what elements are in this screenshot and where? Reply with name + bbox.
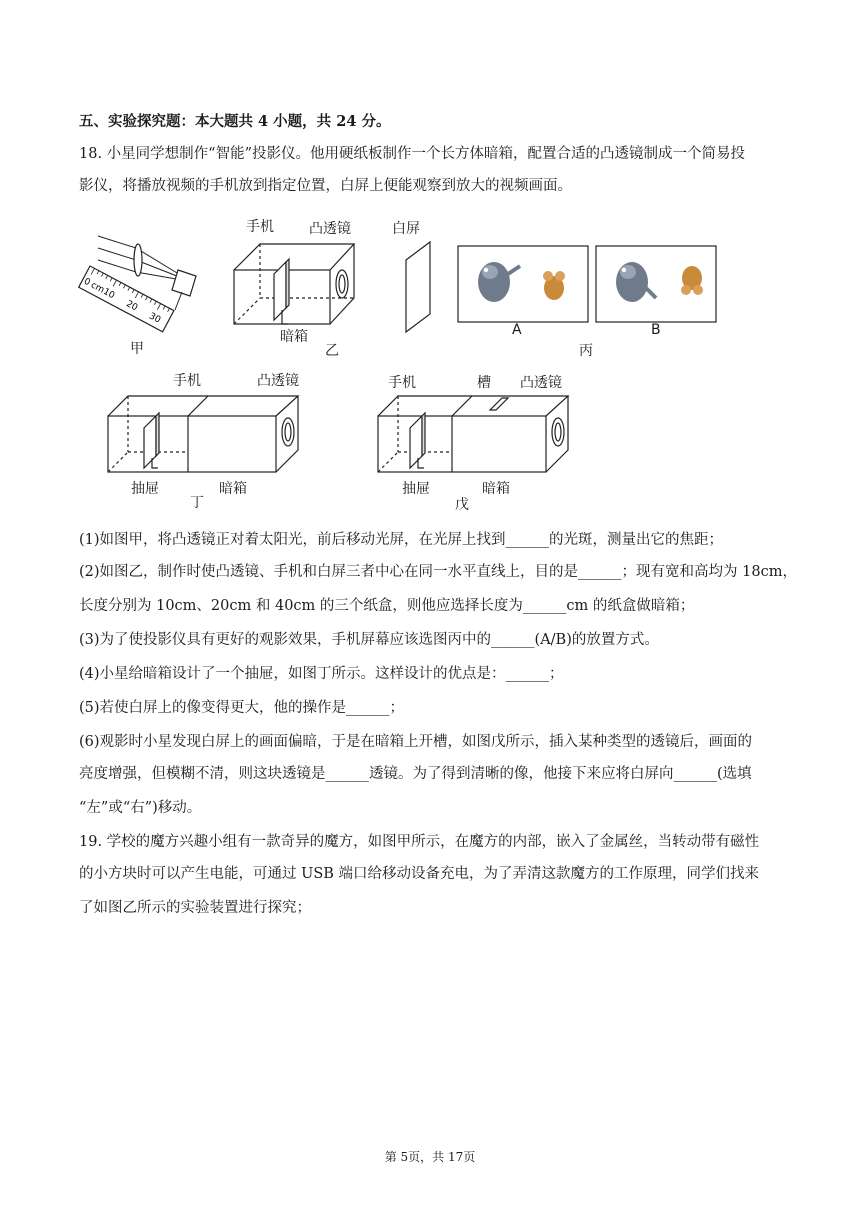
figure-yi-lens-label: 凸透镜 [309, 221, 351, 237]
page-footer: 第 5页，共 17页 [384, 1150, 476, 1164]
ruler-mark-20: 20 [124, 299, 140, 314]
q19-line-2: 的小方块时可以产生电能，可通过 USB 端口给移动设备充电，为了弄清这款魔方的工作原理，同学们找来 [79, 866, 760, 882]
convex-lens [134, 244, 142, 276]
white-screen [398, 240, 438, 336]
figure-jia-caption: 甲 [130, 341, 144, 357]
figure-bing-options [456, 244, 718, 326]
ruler-mark-30: 30 [147, 311, 163, 326]
option-a-label: A [512, 322, 522, 338]
q19-line-1: 19. 学校的魔方兴趣小组有一款奇异的魔方，如图甲所示，在魔方的内部，嵌入了金属丝，当转动带有磁性 [79, 834, 760, 850]
figure-ding-drawer-label: 抽屉 [131, 481, 159, 497]
figure-wu-drawer-label: 抽屉 [402, 481, 430, 497]
figure-yi-phone-label: 手机 [246, 219, 274, 235]
ruler-mark-10: 10 [101, 286, 117, 302]
figure-bing-caption: 丙 [579, 343, 593, 359]
q18-part-3: (3)为了使投影仪具有更好的观影效果，手机屏幕应该选图丙中的______(A/B)的放置方式。 [79, 632, 659, 648]
q18-part-2a: (2)如图乙，制作时使凸透镜、手机和白屏三者中心在同一水平直线上，目的是______；现有宽和高均为 18cm， [79, 564, 797, 580]
figure-ding-caption: 丁 [190, 495, 204, 511]
figure-yi-box [230, 232, 360, 332]
q18-part-6c: “左”或“右”)移动。 [79, 800, 202, 816]
figure-ding-lens-label: 凸透镜 [257, 373, 299, 389]
q18-part-6b: 亮度增强，但模糊不清，则这块透镜是______透镜。为了得到清晰的像，他接下来应将白屏向______(选填 [79, 766, 752, 782]
figure-wu-lens-label: 凸透镜 [520, 375, 562, 391]
q18-part-5: (5)若使白屏上的像变得更大，他的操作是______； [79, 700, 405, 716]
figure-ding-drawer-box [104, 388, 304, 478]
q18-part-2b: 长度分别为 10cm、20cm 和 40cm 的三个纸盒，则他应选择长度为______cm 的纸盒做暗箱； [79, 598, 695, 614]
figure-wu-slot-label: 槽 [477, 375, 491, 391]
ruler-mark-cm: cm [88, 280, 106, 296]
ruler-mark-0: 0 [81, 276, 92, 289]
option-b-label: B [651, 322, 661, 338]
q18-intro-line-2: 影仪，将播放视频的手机放到指定位置，白屏上便能观察到放大的视频画面。 [79, 178, 572, 194]
q19-line-3: 了如图乙所示的实验装置进行探究； [79, 900, 311, 916]
q18-part-4: (4)小星给暗箱设计了一个抽屉，如图丁所示。这样设计的优点是：______； [79, 666, 564, 682]
figure-ding-phone-label: 手机 [173, 373, 201, 389]
figure-wu-phone-label: 手机 [388, 375, 416, 391]
section-title: 五、实验探究题：本大题共 4 小题，共 24 分。 [79, 113, 391, 130]
figure-yi-box-label: 暗箱 [280, 329, 308, 345]
figure-wu-slot-box [374, 388, 574, 478]
figure-wu-caption: 戊 [455, 497, 469, 513]
figure-ding-box-label: 暗箱 [219, 481, 247, 497]
q18-intro-line-1: 18. 小星同学想制作“智能”投影仪。他用硬纸板制作一个长方体暗箱，配置合适的凸透镜制成一个简易投 [79, 146, 745, 162]
figure-white-screen-label: 白屏 [392, 221, 420, 237]
figure-wu-box-label: 暗箱 [482, 481, 510, 497]
option-a-frame [458, 246, 588, 322]
figure-jia-ruler-lens [78, 218, 208, 348]
light-screen [172, 270, 196, 296]
figure-yi-caption: 乙 [325, 343, 339, 359]
q18-part-6a: (6)观影时小星发现白屏上的画面偏暗，于是在暗箱上开槽，如图戊所示，插入某种类型的透镜后，画面的 [79, 734, 753, 750]
q18-part-1: (1)如图甲，将凸透镜正对着太阳光，前后移动光屏，在光屏上找到______的光斑，测量出它的焦距； [79, 532, 724, 548]
